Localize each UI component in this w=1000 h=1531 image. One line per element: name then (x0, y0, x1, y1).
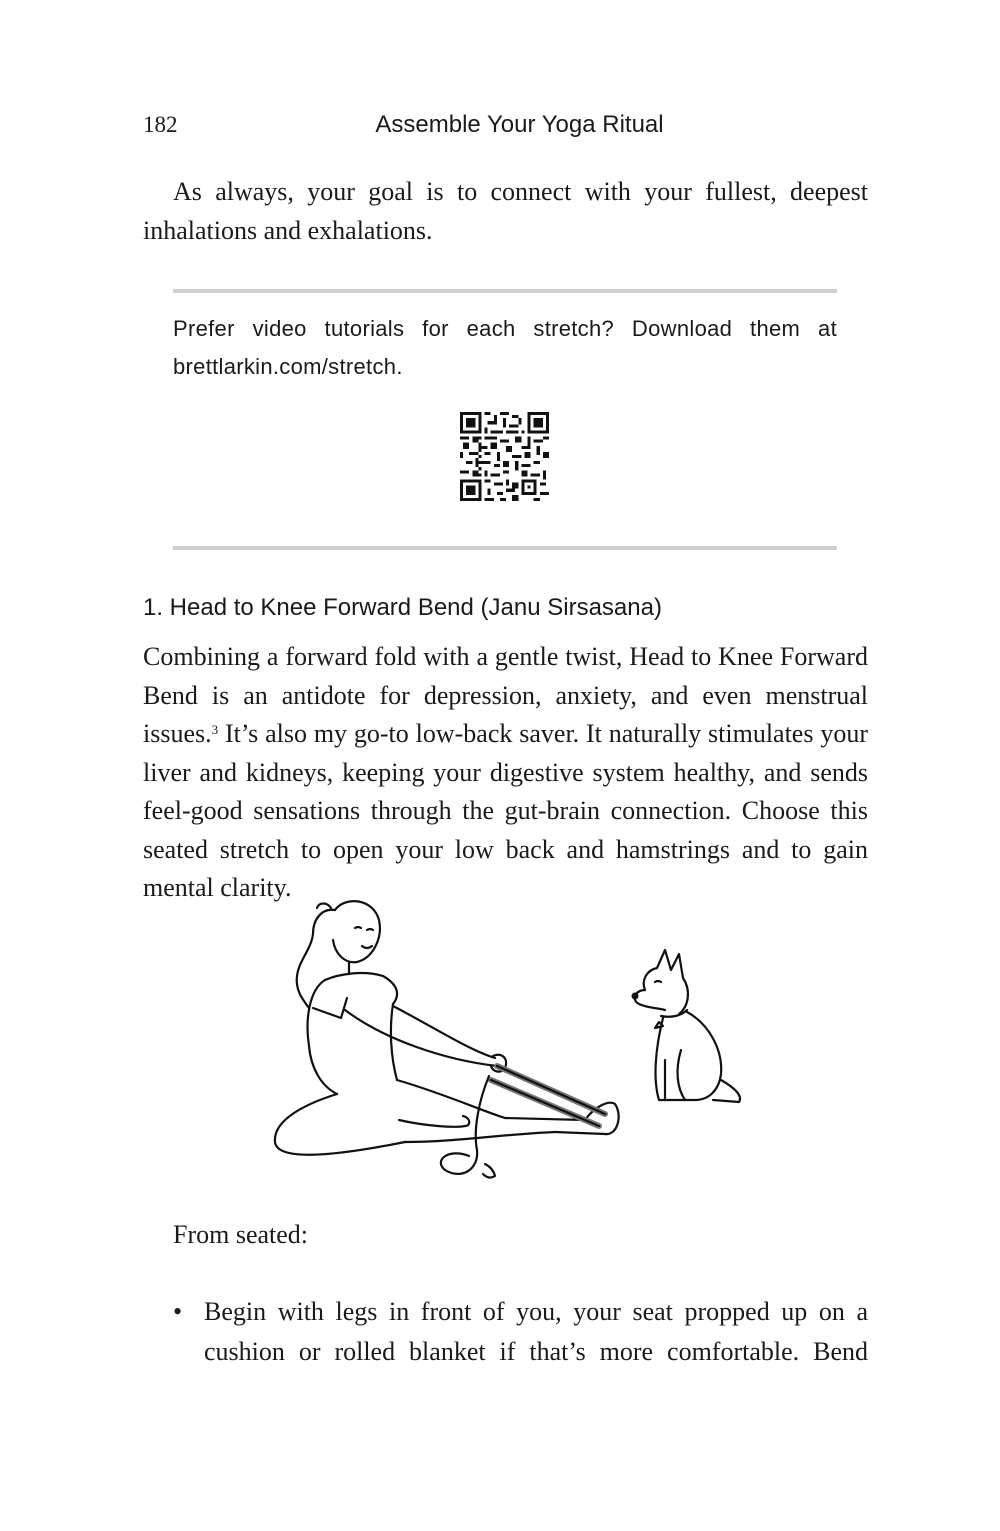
bullet-icon: • (173, 1297, 183, 1326)
callout-period: . (396, 354, 403, 379)
callout-bottom-divider (173, 546, 837, 550)
pose-description-part1: Combining a forward fold with a gentle twist, Head to Knee Forward Bend is an antidote for depression, anxiety, and even menstrual issues. (143, 642, 868, 748)
pose-description (143, 638, 868, 908)
steps-list (143, 1292, 868, 1372)
pose-description-part2: It’s also my go-to low-back saver. It naturally stimulates your liver and kidneys, keeping your digestive system healthy, and sends feel-good sensations through the gut-brain connection. Choose this seated stretch to open your low back and hamstrings and to gain mental clarity. (143, 719, 868, 902)
callout-link[interactable]: brettlarkin.com/stretch (173, 354, 397, 379)
qr-code-icon[interactable] (460, 412, 549, 501)
footnote-reference[interactable]: 3 (211, 722, 219, 737)
running-title: Assemble Your Yoga Ritual (375, 111, 664, 138)
step-text: Begin with legs in front of you, your seat propped up on a cushion or rolled blanket if that’s more comfortable. Bend (204, 1297, 868, 1366)
list-item (143, 1292, 868, 1372)
steps-lead-in: From seated: (173, 1220, 309, 1249)
page-number: 182 (143, 112, 178, 137)
section-heading: 1. Head to Knee Forward Bend (Janu Sirsasana) (143, 594, 662, 621)
intro-paragraph: As always, your goal is to connect with your fullest, deepest inhalations and exhalations. (143, 177, 868, 245)
running-head (143, 108, 868, 148)
callout-text: Prefer video tutorials for each stretch? Download them at (173, 316, 837, 341)
video-callout (173, 310, 837, 386)
callout-top-divider (173, 289, 837, 293)
woman-stretching-with-dog-icon (265, 890, 745, 1190)
